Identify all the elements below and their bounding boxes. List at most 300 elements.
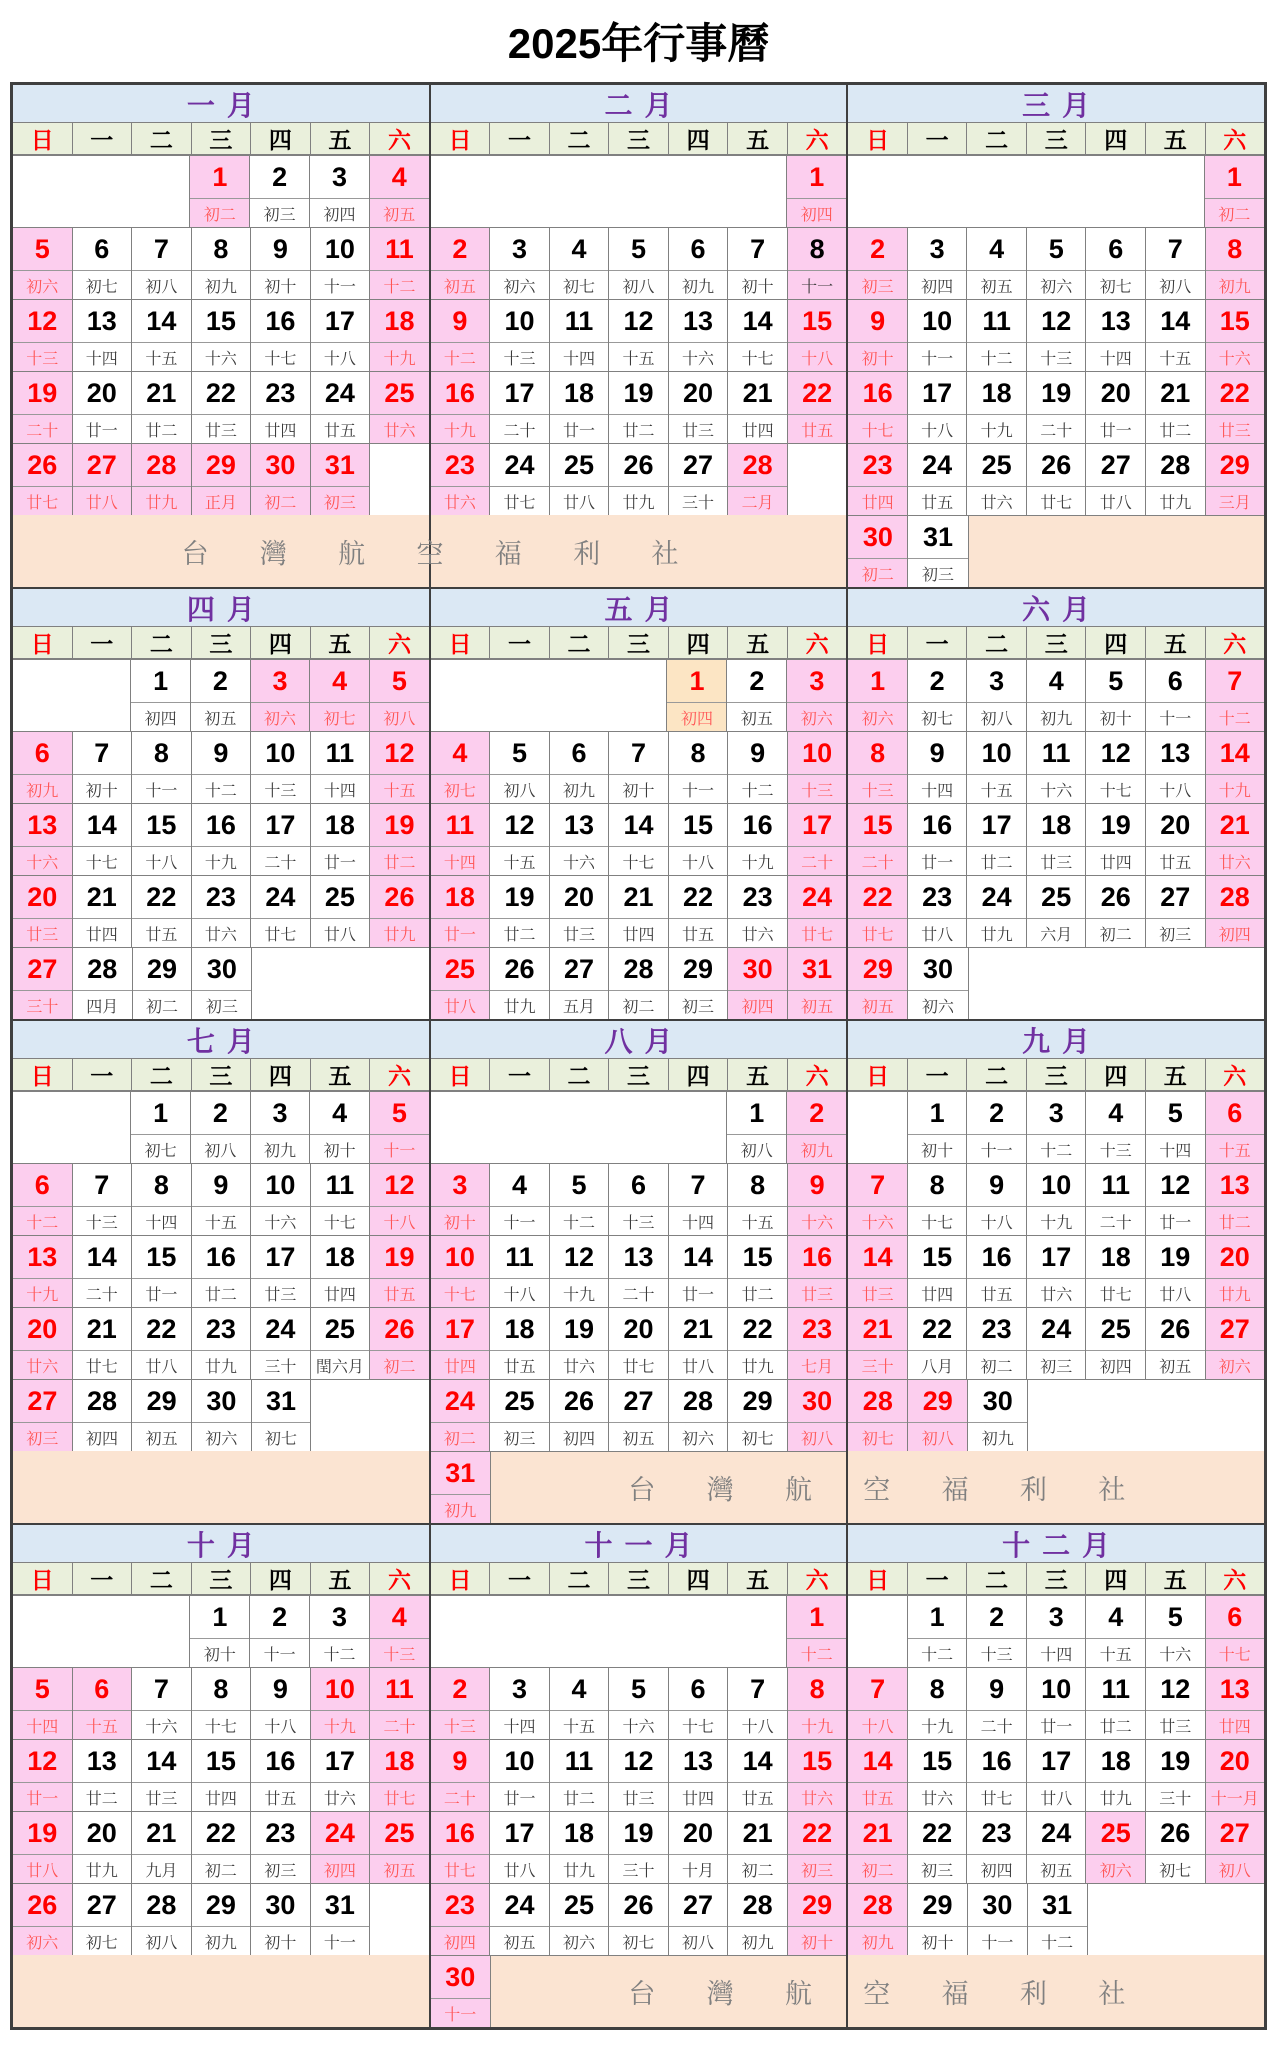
solar-date: 28 bbox=[683, 1385, 714, 1416]
day-cell bbox=[72, 1812, 132, 1883]
day-cell bbox=[310, 1164, 370, 1235]
lunar-date: 初八 bbox=[132, 1926, 191, 1955]
week-row bbox=[13, 875, 429, 947]
solar-date: 15 bbox=[205, 1745, 236, 1776]
solar-date: 15 bbox=[146, 809, 177, 840]
day-cell bbox=[369, 228, 429, 299]
day-cell bbox=[189, 156, 249, 227]
lunar-date: 十八 bbox=[788, 342, 847, 371]
day-cell bbox=[727, 1236, 787, 1307]
weekday-header: 一 bbox=[489, 1563, 549, 1594]
lunar-date: 廿一 bbox=[1146, 1206, 1205, 1235]
empty-cell bbox=[848, 1092, 907, 1163]
lunar-date: 十六 bbox=[251, 1206, 310, 1235]
day-cell bbox=[369, 732, 429, 803]
solar-date: 1 bbox=[809, 161, 825, 192]
day-cell bbox=[1026, 1164, 1086, 1235]
solar-date: 3 bbox=[331, 161, 347, 192]
lunar-date: 初二 bbox=[848, 1854, 907, 1883]
lunar-date: 初四 bbox=[1086, 1350, 1145, 1379]
lunar-date: 十五 bbox=[192, 1206, 251, 1235]
week-row bbox=[431, 1667, 847, 1739]
solar-date: 7 bbox=[153, 1673, 169, 1704]
solar-date: 31 bbox=[922, 521, 953, 552]
day-cell bbox=[369, 372, 429, 443]
day-cell bbox=[1085, 228, 1145, 299]
day-cell bbox=[907, 1668, 967, 1739]
day-cell bbox=[549, 732, 609, 803]
solar-date: 25 bbox=[1100, 1313, 1131, 1344]
day-cell bbox=[787, 1740, 847, 1811]
day-cell bbox=[309, 1596, 369, 1667]
day-cell bbox=[787, 1308, 847, 1379]
solar-date: 6 bbox=[690, 1673, 706, 1704]
day-cell bbox=[191, 228, 251, 299]
lunar-date: 廿三 bbox=[848, 1278, 907, 1307]
weekday-header: 五 bbox=[310, 627, 370, 658]
day-cell bbox=[1085, 444, 1145, 515]
weekday-header: 日 bbox=[866, 1567, 890, 1593]
day-cell bbox=[966, 660, 1026, 731]
day-cell bbox=[608, 1380, 668, 1451]
banner-strip bbox=[13, 515, 429, 587]
week-row bbox=[431, 1307, 847, 1379]
lunar-date: 十八 bbox=[1146, 774, 1205, 803]
solar-date: 5 bbox=[391, 1097, 407, 1128]
lunar-date: 初九 bbox=[848, 1926, 907, 1955]
day-cell bbox=[72, 1668, 132, 1739]
day-cell bbox=[431, 372, 490, 443]
lunar-date: 初六 bbox=[669, 1422, 728, 1451]
solar-date: 3 bbox=[511, 233, 527, 264]
solar-date: 3 bbox=[511, 1673, 527, 1704]
week-row bbox=[848, 947, 1264, 1019]
day-cell bbox=[608, 948, 668, 1019]
day-cell bbox=[72, 1380, 132, 1451]
solar-date: 27 bbox=[683, 449, 714, 480]
lunar-date: 初八 bbox=[609, 270, 668, 299]
weekday-header: 五 bbox=[310, 1563, 370, 1594]
day-cell bbox=[489, 1236, 549, 1307]
day-cell bbox=[726, 660, 786, 731]
day-cell bbox=[1085, 732, 1145, 803]
lunar-date: 初九 bbox=[431, 1494, 490, 1523]
week-row bbox=[848, 227, 1264, 299]
day-cell bbox=[1085, 1164, 1145, 1235]
solar-date: 3 bbox=[809, 665, 825, 696]
day-cell bbox=[907, 1884, 967, 1955]
solar-date: 22 bbox=[1219, 377, 1250, 408]
day-cell bbox=[1145, 372, 1205, 443]
lunar-date: 廿四 bbox=[609, 918, 668, 947]
empty-cell bbox=[1087, 1884, 1264, 1955]
lunar-date: 十一 bbox=[431, 1998, 490, 2027]
weekday-header: 日 bbox=[866, 1063, 890, 1089]
lunar-date: 十三 bbox=[848, 774, 907, 803]
lunar-date: 十一 bbox=[250, 1638, 309, 1667]
day-cell bbox=[787, 948, 847, 1019]
lunar-date: 廿八 bbox=[132, 1350, 191, 1379]
lunar-date: 三十 bbox=[251, 1350, 310, 1379]
month-12 bbox=[846, 1525, 1264, 2027]
lunar-date: 十三 bbox=[788, 774, 847, 803]
weekday-header: 三 bbox=[608, 627, 668, 658]
day-cell bbox=[907, 1092, 967, 1163]
lunar-date: 初四 bbox=[787, 198, 846, 227]
solar-date: 16 bbox=[265, 305, 296, 336]
lunar-date: 初六 bbox=[490, 270, 549, 299]
weekday-header: 六 bbox=[787, 123, 847, 154]
lunar-date: 十九 bbox=[728, 846, 787, 875]
lunar-date: 初六 bbox=[13, 1926, 72, 1955]
solar-date: 31 bbox=[802, 953, 833, 984]
solar-date: 7 bbox=[94, 1169, 110, 1200]
day-cell bbox=[189, 1596, 249, 1667]
solar-date: 16 bbox=[265, 1745, 296, 1776]
lunar-date: 十三 bbox=[1027, 342, 1086, 371]
lunar-date: 初二 bbox=[190, 198, 249, 227]
solar-date: 29 bbox=[742, 1385, 773, 1416]
lunar-date: 十四 bbox=[311, 774, 370, 803]
week-row bbox=[848, 371, 1264, 443]
month-8 bbox=[429, 1021, 847, 1523]
day-cell bbox=[13, 1164, 72, 1235]
solar-date: 13 bbox=[1160, 737, 1191, 768]
lunar-date: 廿七 bbox=[431, 1854, 490, 1883]
lunar-date: 十六 bbox=[132, 1710, 191, 1739]
day-cell bbox=[966, 300, 1026, 371]
lunar-date: 十四 bbox=[1086, 342, 1145, 371]
day-cell bbox=[369, 1236, 429, 1307]
lunar-date: 初九 bbox=[192, 1926, 251, 1955]
day-cell bbox=[907, 1380, 967, 1451]
day-cell bbox=[431, 1236, 490, 1307]
day-cell bbox=[1085, 1812, 1145, 1883]
solar-date: 5 bbox=[511, 737, 527, 768]
lunar-date: 十九 bbox=[1027, 1206, 1086, 1235]
lunar-date: 廿七 bbox=[251, 918, 310, 947]
day-cell bbox=[1026, 1236, 1086, 1307]
solar-date: 7 bbox=[690, 1169, 706, 1200]
day-cell bbox=[489, 1884, 549, 1955]
month-2 bbox=[429, 85, 847, 587]
day-cell bbox=[786, 156, 846, 227]
solar-date: 22 bbox=[922, 1817, 953, 1848]
solar-date: 14 bbox=[86, 809, 117, 840]
lunar-date: 七月 bbox=[788, 1350, 847, 1379]
day-cell bbox=[72, 948, 132, 1019]
solar-date: 4 bbox=[1108, 1601, 1124, 1632]
day-cell bbox=[1145, 1668, 1205, 1739]
week-row bbox=[431, 875, 847, 947]
solar-date: 4 bbox=[571, 233, 587, 264]
solar-date: 16 bbox=[444, 377, 475, 408]
lunar-date: 初九 bbox=[787, 1134, 846, 1163]
lunar-date: 初五 bbox=[490, 1926, 549, 1955]
lunar-date: 廿六 bbox=[370, 414, 429, 443]
day-cell bbox=[191, 1308, 251, 1379]
week-row bbox=[431, 1235, 847, 1307]
day-cell bbox=[608, 444, 668, 515]
day-cell bbox=[727, 300, 787, 371]
solar-date: 9 bbox=[213, 737, 229, 768]
lunar-date: 十八 bbox=[908, 414, 967, 443]
day-cell bbox=[966, 1668, 1026, 1739]
solar-date: 24 bbox=[802, 881, 833, 912]
month-title: 五月 bbox=[431, 589, 847, 627]
solar-date: 24 bbox=[504, 449, 535, 480]
lunar-date: 廿二 bbox=[609, 414, 668, 443]
week-row bbox=[848, 515, 1264, 587]
solar-date: 24 bbox=[504, 1889, 535, 1920]
lunar-date: 廿五 bbox=[967, 1278, 1026, 1307]
day-cell bbox=[668, 444, 728, 515]
solar-date: 22 bbox=[862, 881, 893, 912]
solar-date: 18 bbox=[324, 1241, 355, 1272]
solar-date: 4 bbox=[391, 161, 407, 192]
week-row bbox=[13, 443, 429, 515]
weekday-header: 二 bbox=[549, 1563, 609, 1594]
day-cell bbox=[848, 948, 907, 1019]
solar-date: 28 bbox=[862, 1385, 893, 1416]
lunar-date: 初五 bbox=[370, 198, 429, 227]
day-cell bbox=[549, 228, 609, 299]
day-cell bbox=[250, 372, 310, 443]
solar-date: 13 bbox=[683, 1745, 714, 1776]
solar-date: 3 bbox=[1048, 1097, 1064, 1128]
day-cell bbox=[1205, 876, 1265, 947]
solar-date: 28 bbox=[742, 1889, 773, 1920]
solar-date: 28 bbox=[862, 1889, 893, 1920]
solar-date: 3 bbox=[331, 1601, 347, 1632]
solar-date: 20 bbox=[1219, 1745, 1250, 1776]
lunar-date: 廿一 bbox=[132, 1278, 191, 1307]
lunar-date: 廿五 bbox=[311, 414, 370, 443]
solar-date: 12 bbox=[1160, 1673, 1191, 1704]
lunar-date: 初二 bbox=[1086, 918, 1145, 947]
lunar-date: 廿九 bbox=[550, 1854, 609, 1883]
solar-date: 26 bbox=[27, 1889, 58, 1920]
solar-date: 5 bbox=[391, 665, 407, 696]
weekday-header: 二 bbox=[131, 123, 191, 154]
lunar-date: 二十 bbox=[251, 846, 310, 875]
lunar-date: 十二 bbox=[1027, 1134, 1086, 1163]
solar-date: 15 bbox=[802, 305, 833, 336]
solar-date: 26 bbox=[1160, 1817, 1191, 1848]
solar-date: 10 bbox=[981, 737, 1012, 768]
solar-date: 20 bbox=[1100, 377, 1131, 408]
weekday-header: 三 bbox=[608, 123, 668, 154]
solar-date: 24 bbox=[981, 881, 1012, 912]
day-cell bbox=[668, 732, 728, 803]
solar-date: 23 bbox=[742, 881, 773, 912]
solar-date: 7 bbox=[153, 233, 169, 264]
day-cell bbox=[1145, 1236, 1205, 1307]
solar-date: 21 bbox=[86, 1313, 117, 1344]
weekday-header: 三 bbox=[191, 1059, 251, 1090]
lunar-date: 初七 bbox=[1086, 270, 1145, 299]
lunar-date: 二月 bbox=[728, 486, 787, 515]
lunar-date: 初八 bbox=[967, 702, 1026, 731]
day-cell bbox=[431, 1956, 490, 2027]
lunar-date: 廿四 bbox=[848, 486, 907, 515]
solar-date: 22 bbox=[146, 881, 177, 912]
month-title: 十一月 bbox=[431, 1525, 847, 1563]
weekday-header: 四 bbox=[250, 627, 310, 658]
solar-date: 8 bbox=[870, 737, 886, 768]
solar-date: 15 bbox=[922, 1745, 953, 1776]
solar-date: 30 bbox=[206, 1385, 237, 1416]
weekday-header: 二 bbox=[131, 1563, 191, 1594]
day-cell bbox=[131, 1308, 191, 1379]
day-cell bbox=[549, 1308, 609, 1379]
day-cell bbox=[250, 300, 310, 371]
day-cell bbox=[431, 1740, 490, 1811]
lunar-date: 十一 bbox=[1146, 702, 1205, 731]
day-cell bbox=[1205, 660, 1265, 731]
empty-cell bbox=[431, 1596, 786, 1667]
lunar-date: 廿八 bbox=[550, 486, 609, 515]
lunar-date: 廿七 bbox=[1027, 486, 1086, 515]
solar-date: 17 bbox=[265, 809, 296, 840]
solar-date: 31 bbox=[445, 1457, 476, 1488]
day-cell bbox=[72, 1236, 132, 1307]
day-cell bbox=[549, 948, 609, 1019]
day-cell bbox=[608, 1164, 668, 1235]
weekday-header: 三 bbox=[1026, 1563, 1086, 1594]
lunar-date: 廿一 bbox=[669, 1278, 728, 1307]
solar-date: 14 bbox=[742, 1745, 773, 1776]
solar-date: 19 bbox=[1160, 1745, 1191, 1776]
lunar-date: 初四 bbox=[431, 1926, 490, 1955]
weekday-header: 一 bbox=[489, 123, 549, 154]
solar-date: 11 bbox=[505, 1241, 534, 1272]
weekday-header-row bbox=[848, 123, 1264, 155]
lunar-date: 初五 bbox=[727, 702, 786, 731]
lunar-date: 初二 bbox=[848, 558, 907, 587]
day-cell bbox=[907, 948, 967, 1019]
lunar-date: 十六 bbox=[669, 342, 728, 371]
weekday-header: 二 bbox=[966, 123, 1026, 154]
lunar-date: 初四 bbox=[310, 198, 369, 227]
weekday-header: 二 bbox=[549, 123, 609, 154]
day-cell bbox=[848, 876, 907, 947]
lunar-date: 初九 bbox=[728, 1926, 787, 1955]
day-cell bbox=[1145, 1164, 1205, 1235]
day-cell bbox=[1145, 1596, 1205, 1667]
solar-date: 26 bbox=[623, 1889, 654, 1920]
day-cell bbox=[1205, 372, 1265, 443]
empty-cell bbox=[13, 1092, 130, 1163]
weekday-header: 一 bbox=[907, 627, 967, 658]
lunar-date: 十三 bbox=[967, 1638, 1026, 1667]
day-cell bbox=[131, 1236, 191, 1307]
solar-date: 24 bbox=[265, 1313, 296, 1344]
solar-date: 8 bbox=[153, 1169, 169, 1200]
empty-cell bbox=[431, 156, 786, 227]
day-cell bbox=[1026, 444, 1086, 515]
solar-date: 26 bbox=[384, 881, 415, 912]
day-cell bbox=[191, 804, 251, 875]
lunar-date: 初八 bbox=[1206, 1854, 1265, 1883]
lunar-date: 廿九 bbox=[370, 918, 429, 947]
lunar-date: 十二 bbox=[967, 342, 1026, 371]
day-cell bbox=[1205, 1092, 1265, 1163]
week-row bbox=[431, 1955, 847, 2027]
lunar-date: 初五 bbox=[370, 1854, 429, 1883]
lunar-date: 十七 bbox=[251, 342, 310, 371]
lunar-date: 廿二 bbox=[73, 1782, 132, 1811]
lunar-date: 初八 bbox=[727, 1134, 786, 1163]
empty-cell bbox=[968, 948, 1264, 1019]
day-cell bbox=[967, 1380, 1027, 1451]
lunar-date: 十二 bbox=[787, 1638, 846, 1667]
lunar-date: 廿二 bbox=[370, 846, 429, 875]
lunar-date: 廿五 bbox=[848, 1782, 907, 1811]
day-cell bbox=[191, 1164, 251, 1235]
lunar-date: 初三 bbox=[788, 1854, 847, 1883]
lunar-date: 初六 bbox=[251, 702, 310, 731]
lunar-date: 初五 bbox=[1027, 1854, 1086, 1883]
day-cell bbox=[1205, 1164, 1265, 1235]
day-cell bbox=[72, 1308, 132, 1379]
lunar-date: 初四 bbox=[73, 1422, 132, 1451]
week-row bbox=[848, 1739, 1264, 1811]
lunar-date: 初十 bbox=[431, 1206, 490, 1235]
day-cell bbox=[191, 1380, 251, 1451]
day-cell bbox=[130, 660, 190, 731]
day-cell bbox=[251, 1380, 311, 1451]
lunar-date: 十四 bbox=[908, 774, 967, 803]
day-cell bbox=[1085, 1092, 1145, 1163]
lunar-date: 廿九 bbox=[1206, 1278, 1265, 1307]
lunar-date: 三十 bbox=[609, 1854, 668, 1883]
day-cell bbox=[1205, 1236, 1265, 1307]
lunar-date: 十七 bbox=[431, 1278, 490, 1307]
weekday-header: 三 bbox=[191, 1563, 251, 1594]
weekday-header: 四 bbox=[1085, 123, 1145, 154]
solar-date: 5 bbox=[34, 1673, 50, 1704]
solar-date: 28 bbox=[86, 1385, 118, 1416]
lunar-date: 初十 bbox=[908, 1134, 967, 1163]
empty-cell bbox=[13, 660, 130, 731]
lunar-date: 初三 bbox=[192, 990, 251, 1019]
day-cell bbox=[489, 444, 549, 515]
lunar-date: 二十 bbox=[431, 1782, 490, 1811]
weekday-header: 三 bbox=[1026, 1059, 1086, 1090]
day-cell bbox=[489, 372, 549, 443]
day-cell bbox=[966, 228, 1026, 299]
solar-date: 30 bbox=[742, 953, 773, 984]
weekday-header: 六 bbox=[787, 627, 847, 658]
lunar-date: 十八 bbox=[728, 1710, 787, 1739]
day-cell bbox=[309, 1092, 369, 1163]
solar-date: 7 bbox=[870, 1673, 886, 1704]
lunar-date: 廿九 bbox=[132, 486, 191, 515]
solar-date: 7 bbox=[1227, 665, 1243, 696]
lunar-date: 初十 bbox=[251, 270, 310, 299]
day-cell bbox=[13, 804, 72, 875]
weekday-header: 四 bbox=[668, 1563, 728, 1594]
day-cell bbox=[310, 228, 370, 299]
weekday-header: 五 bbox=[1145, 627, 1205, 658]
solar-date: 6 bbox=[690, 233, 706, 264]
solar-date: 25 bbox=[324, 1313, 355, 1344]
week-row bbox=[848, 731, 1264, 803]
day-cell bbox=[1145, 804, 1205, 875]
solar-date: 12 bbox=[623, 1745, 654, 1776]
day-cell bbox=[666, 660, 726, 731]
